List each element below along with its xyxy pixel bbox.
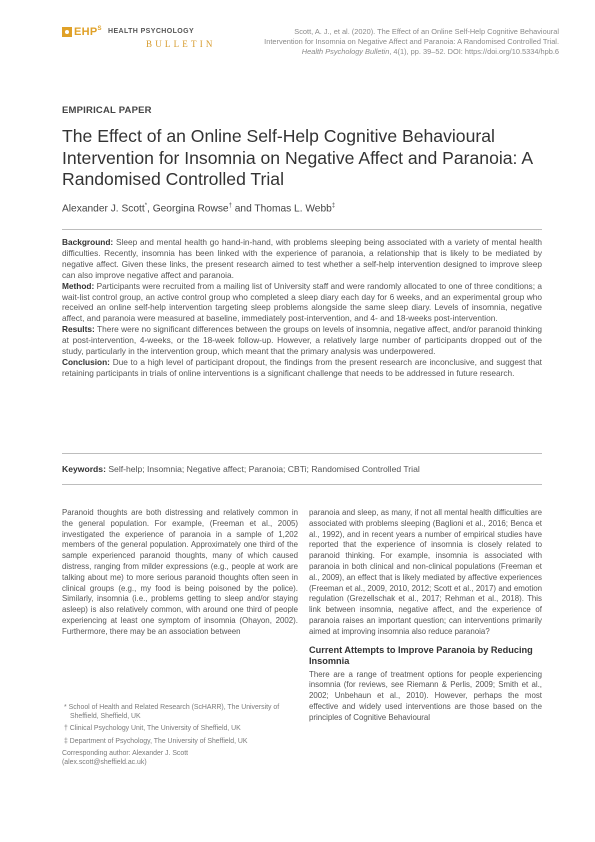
divider bbox=[62, 453, 542, 454]
author-list: Alexander J. Scott*, Georgina Rowse† and Thomas L. Webb‡ bbox=[62, 203, 336, 215]
section-heading: Current Attempts to Improve Paranoia by Reducing Insomnia bbox=[309, 644, 533, 667]
footnotes bbox=[62, 703, 298, 767]
logo-mark: $EHP^S$ bbox=[74, 26, 102, 38]
abstract-conclusion: Conclusion: Due to a high level of participant dropout, the findings from the present research are inconclusive, and suggest that retaining participants in trials of online interventions is a significant challenge that needs to be addressed in future research. bbox=[62, 356, 542, 378]
body-paragraph: paranoia and sleep, as many, if not all mental health difficulties are associated with problems sleeping (Baglioni et al., 2016; Benca et al., 1992), and in recent years a number of empirical studies have reported that the experience of insomnia is closely related to paranoid thinking. For example, insomnia is associated with paranoia in both clinical and non-clinical populations (Freeman et al., 2009), an effect that is likely mediated by affective experiences (Freeman et al., 2009, 2010, 2012; Scott et al., 2017) and emotion regulation (Grezellschak et al., 2017; Rehman et al., 2018). This link between insomnia, negative affect, and the experience of paranoia raises an important question; can interventions primarily aimed at improving insomnia also reduce paranoia? bbox=[309, 508, 542, 636]
logo-line2: BULLETIN bbox=[146, 39, 216, 49]
author-name: Georgina Rowse bbox=[152, 203, 229, 215]
abstract-results: Results: There were no significant differences between the groups on levels of insomnia, negative affect, and/or paranoid thinking at post-intervention, 4-weeks, or the 18-week follow-up. However, a relatively large number of participants dropped out of the study, particularly in the intervention group, which meant that the primary analysis was underpowered. bbox=[62, 324, 542, 357]
ehps-logo-icon bbox=[62, 27, 72, 37]
logo-line1: HEALTH PSYCHOLOGY bbox=[108, 28, 195, 35]
body-column-left bbox=[62, 508, 298, 638]
footnote: * School of Health and Related Research (ScHARR), The University of Sheffield, Sheffield, UK bbox=[64, 704, 280, 721]
divider bbox=[62, 484, 542, 485]
author-name: Thomas L. Webb bbox=[254, 203, 332, 215]
citation: Scott, A. J., et al. (2020). The Effect of an Online Self-Help Cognitive Behavioural Intervention for Insomnia on Negative Affect and Paranoia: A Randomised Controlled Trial. Health Psychology Bulletin, 4(1), pp. 39–52. DOI: https://doi.org/10.5334/hpb.6 bbox=[264, 27, 559, 56]
corresponding-author: Corresponding author: Alexander J. Scott bbox=[62, 749, 189, 757]
abstract-background: Background: Sleep and mental health go hand-in-hand, with problems sleeping being associated with a variety of mental health difficulties. Recently, insomnia has been linked with the experience of paranoia, a relationship that is likely to be mediated by negative affect. Given these links, the present research aimed to test whether a self-help intervention designed to improve sleep can also improve negative affect and paranoia. bbox=[62, 237, 542, 280]
corresponding-email: (alex.scott@sheffield.ac.uk) bbox=[62, 759, 147, 767]
divider bbox=[62, 229, 542, 230]
footnote: † Clinical Psychology Unit, The University of Sheffield, UK bbox=[64, 725, 241, 733]
body-paragraph: Paranoid thoughts are both distressing and relatively common in the general population. For example, (Freeman et al., 2005) investigated the experience of paranoia in a sample of 1,202 members of the general population. Approximately one third of the sample experienced paranoid thoughts, many of which caused distress, ranging from milder expressions (e.g., people at work are talking about me) to more serious paranoid thoughts often seen in clinical groups (e.g., my food is being poisoned by the police). Similarly, insomnia (i.e., problems getting to sleep and/or staying asleep) is also relatively common, with around one third of people experiencing at least one symptom of insomnia (Ohayon, 2002). Furthermore, there may be an association between bbox=[62, 508, 298, 636]
author-name: Alexander J. Scott bbox=[62, 203, 145, 215]
footnote: ‡ Department of Psychology, The University of Sheffield, UK bbox=[64, 737, 248, 745]
body-paragraph: There are a range of treatment options for people experiencing insomnia (for reviews, see Riemann & Perlis, 2009; Smith et al., 2002; Unbehaun et al., 2010). However, perhaps the most effective and widely used interventions are those based on the principles of Cognitive Behavioural bbox=[309, 669, 542, 722]
journal-logo bbox=[62, 26, 216, 55]
abstract bbox=[62, 237, 542, 379]
article-title: The Effect of an Online Self-Help Cognitive Behavioural Intervention for Insomnia on Negative Affect and Paranoia: A Randomised Controlled Trial bbox=[62, 126, 533, 189]
abstract-method: Method: Participants were recruited from a mailing list of University staff and were randomly allocated to one of three conditions; a wait-list control group, an active control group who completed a sleep diary each day for 6 weeks, and an experimental group who received an online self-help intervention targeting sleep problems alongside the same sleep diary. Levels of insomnia, negative affect, and paranoia were measured at baseline, immediately post-intervention, and 4- and 18-weeks post-intervention. bbox=[62, 280, 542, 324]
body-column-right bbox=[309, 508, 542, 724]
article-type: EMPIRICAL PAPER bbox=[62, 105, 152, 116]
keywords: Keywords: Self-help; Insomnia; Negative affect; Paranoia; CBTi; Randomised Controlled Trial bbox=[62, 464, 420, 474]
